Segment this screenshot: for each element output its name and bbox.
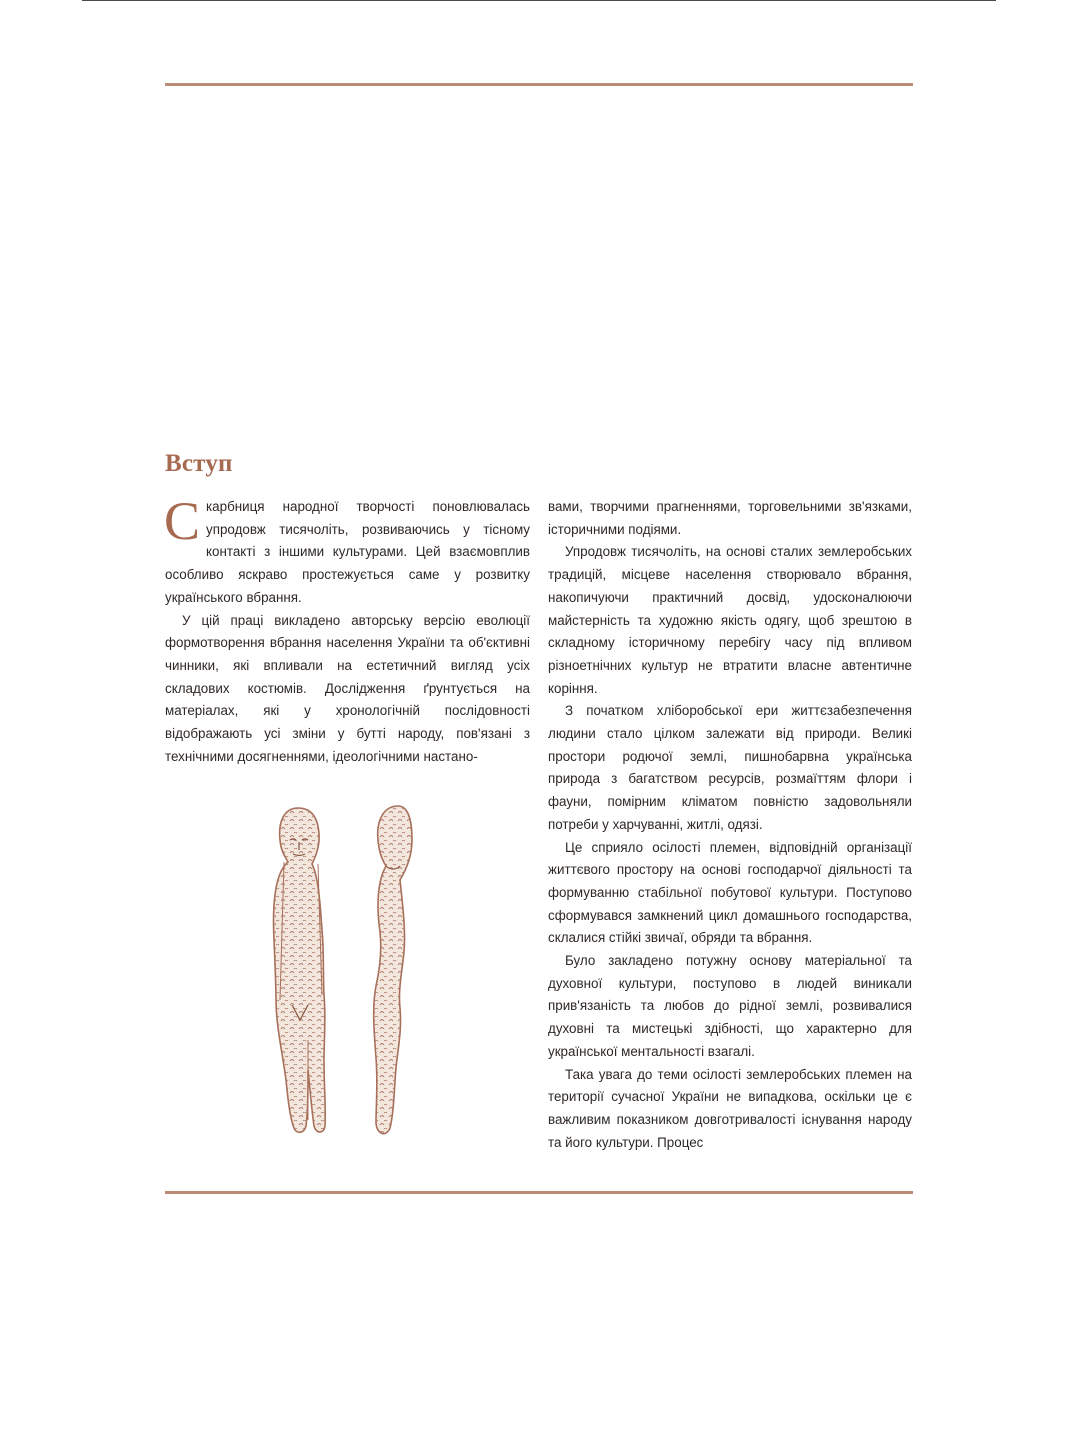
paragraph: Упродовж тисячоліть, на основі сталих землеробських традицій, місцеве населення створювало вбрання, накопичуючи практичний досвід, удосконалюючи майстерність та художню якість одягу, щоб зрештою в складному історичному перебігу часу під впливом різноетнічних культур не втратити власне автентичне коріння. (548, 544, 912, 696)
paragraph-text: карбниця народної творчості поновлювалась упродовж тисячоліть, розвиваючись у тісному контакті з іншими культурами. Цей взаємовплив особливо яскраво простежується саме у розвитку українського вбрання. (165, 499, 530, 605)
drop-cap: С (164, 491, 201, 551)
bottom-rule (165, 1191, 913, 1194)
paragraph: З початком хліборобської ери життєзабезпечення людини стало цілком залежати від природи. Великі простори родючої землі, пишнобарвна українська природа з багатством ресурсів, розмаїттям флори і фауни, помірним кліматом повністю задовольняли потреби у харчуванні, житлі, одязі. (548, 703, 912, 832)
top-rule (165, 83, 913, 86)
figurine-front (274, 808, 326, 1132)
clay-figurine-illustration (262, 800, 432, 1140)
section-title: Вступ (165, 450, 233, 477)
paragraph: вами, творчими прагненнями, торговельними зв'язками, історичними подіями. (548, 499, 912, 537)
paragraph: Така увага до теми осілості землеробських племен на території сучасної України не випадкова, оскільки це є важливим показником довготривалості існування народу та його культури. Процес (548, 1066, 912, 1150)
page-top-edge-line (82, 0, 996, 1)
left-text-column (164, 491, 530, 768)
paragraph: Це сприяло осілості племен, відповідній організації життєвого простору на основі господарчої діяльності та формуванню стабільної побутової культури. Поступово сформувався замкнений цикл домашнього господарства, склалися стійкі звичаї, обряди та вбрання. (548, 839, 912, 946)
paragraph (164, 491, 530, 610)
paragraph: Було закладено потужну основу матеріальної та духовної культури, поступово в людей виникали прив'язаність та любов до рідної землі, розвивалися духовні та мистецькі здібності, що характерно для української ментальності взагалі. (548, 953, 912, 1059)
clay-figurine-front-and-side-icon (262, 800, 432, 1140)
paragraph: У цій праці викладено авторську версію еволюції формотворення вбрання населення України та об'єктивні чинники, які впливали на естетичний вигляд усіх складових костюмів. Дослідження ґрунтується на матеріалах, які у хронологічній послідовності відображають усі зміни у бутті народу, пов'язані з технічними досягненнями, ідеологічними настано- (165, 612, 530, 764)
right-text-column (548, 496, 912, 1154)
figurine-side (374, 806, 412, 1134)
